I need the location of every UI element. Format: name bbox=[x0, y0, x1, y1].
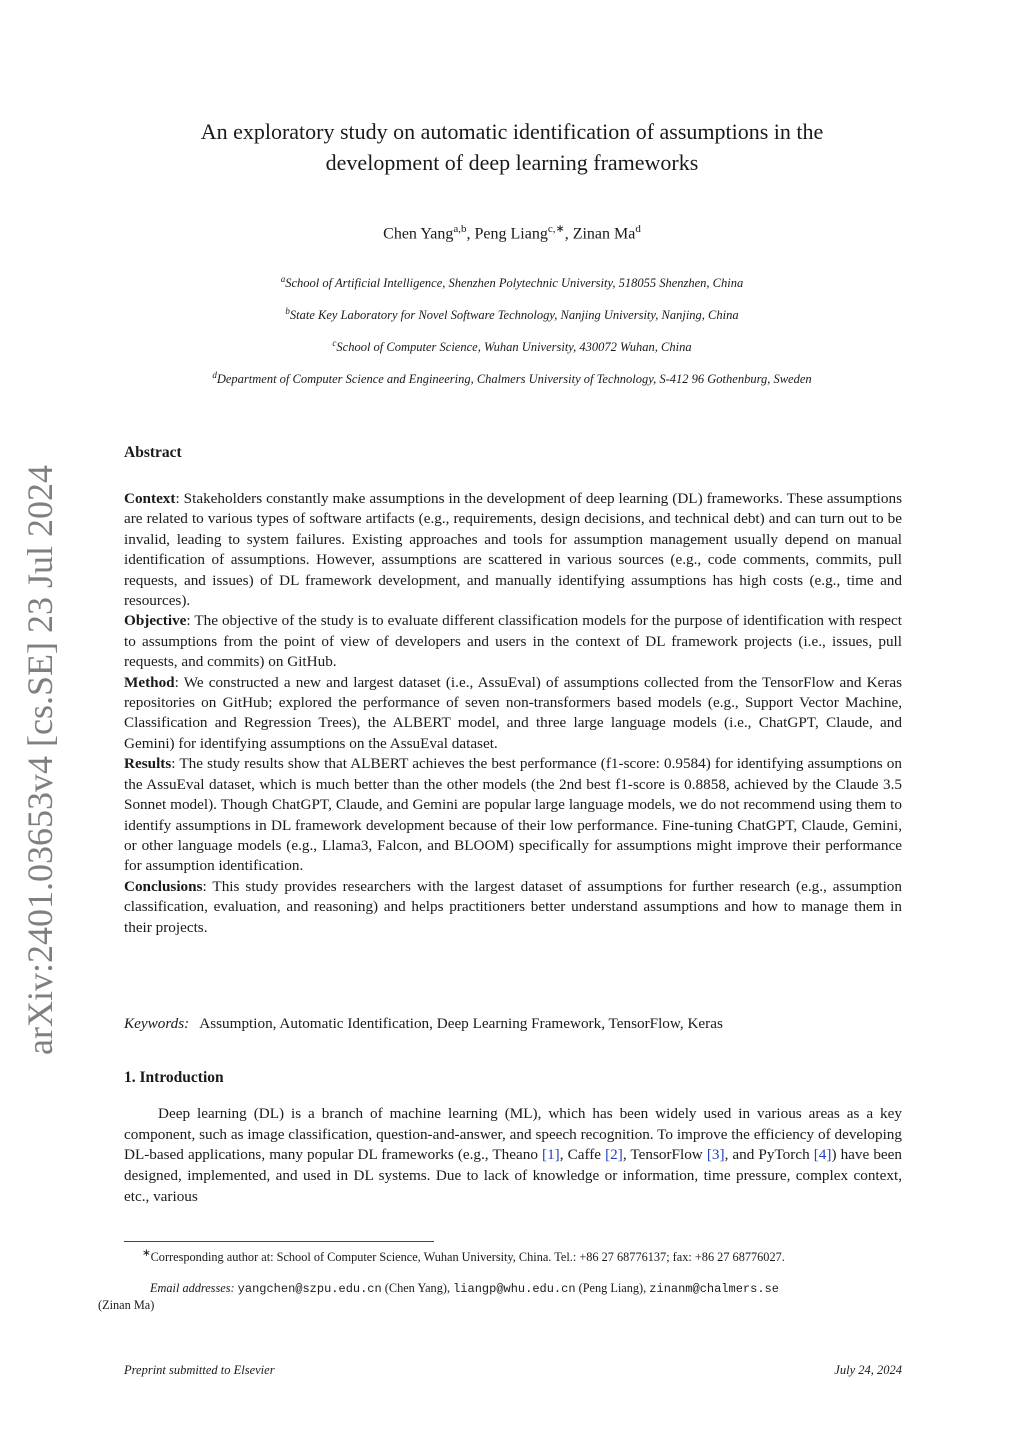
citation-link[interactable]: [3] bbox=[706, 1146, 725, 1164]
abstract-conclusions bbox=[124, 877, 902, 938]
affiliation-text: State Key Laboratory for Novel Software Technology, Nanjing University, Nanjing, China bbox=[289, 308, 739, 323]
affiliation-text: School of Computer Science, Wuhan University, 430072 Wuhan, China bbox=[336, 340, 692, 355]
email-owner: (Peng Liang), bbox=[575, 1281, 650, 1295]
email-owner: (Zinan Ma) bbox=[98, 1298, 155, 1312]
affiliation bbox=[110, 274, 914, 291]
citation-link[interactable]: [2] bbox=[605, 1146, 623, 1164]
abstract-body bbox=[124, 489, 902, 938]
objective-text: : The objective of the study is to evaluate different classification models for the purpose of identification with respect to assumptions from the point of view of developers and users in the context of DL framework projects (i.e., issues, pull requests, and commits) on GitHub. bbox=[124, 612, 902, 671]
keywords-label: Keywords: bbox=[124, 1015, 190, 1032]
affiliation bbox=[110, 338, 914, 355]
footnote-mark: ∗ bbox=[142, 1248, 151, 1259]
author-affiliation-mark: d bbox=[635, 223, 641, 235]
abstract-results bbox=[124, 754, 902, 876]
citation-link[interactable]: [1] bbox=[542, 1146, 560, 1164]
method-text: : We constructed a new and largest dataset (i.e., AssuEval) of assumptions collected from the TensorFlow and Keras repositories on GitHub; explored the performance of seven non-transformers based models (e.g., Support Vector Machine, Classification and Regression Trees), the ALBERT model, and three large language models (i.e., ChatGPT, Claude, and Gemini) for identifying assumptions on the AssuEval dataset. bbox=[124, 673, 902, 752]
keywords-text: Assumption, Automatic Identification, Deep Learning Framework, TensorFlow, Keras bbox=[199, 1015, 723, 1032]
footnote-corresponding bbox=[124, 1246, 902, 1265]
title-line-2: development of deep learning frameworks bbox=[325, 150, 699, 175]
affiliation-mark: c bbox=[332, 338, 337, 348]
affiliation-mark: b bbox=[285, 306, 290, 316]
citation-link[interactable]: [4] bbox=[813, 1146, 832, 1164]
affiliation-mark: a bbox=[280, 274, 286, 284]
title-line-1: An exploratory study on automatic identification of assumptions in the bbox=[200, 119, 824, 144]
results-text: : The study results show that ALBERT achieves the best performance (f1-score: 0.9584) for identifying assumptions on the AssuEval dataset, which is much better than the other models (the 2nd best f1-score is 0.8858, achieved by the Claude 3.5 Sonnet model). Though ChatGPT, Claude, and Gemini are popular large language models, we do not recommend using them to identify assumptions in DL framework development because of their low performance. Fine-tuning ChatGPT, Claude, Gemini, or other language models (e.g., Llama3, Falcon, and BLOOM) specifically for assumptions might improve their performance for assumption identification. bbox=[124, 755, 902, 875]
objective-label: Objective bbox=[124, 612, 187, 630]
footnote-emails bbox=[98, 1280, 902, 1313]
paper-title bbox=[110, 116, 914, 178]
arxiv-sidebar bbox=[18, 465, 62, 1055]
section-heading-introduction: 1. Introduction bbox=[124, 1069, 224, 1086]
email-label: Email addresses: bbox=[150, 1281, 235, 1295]
author-name: Zinan Ma bbox=[572, 225, 636, 243]
affiliation-mark: d bbox=[212, 370, 217, 380]
introduction-paragraph bbox=[124, 1104, 902, 1208]
author-affiliation-mark: c,∗ bbox=[547, 223, 565, 235]
keywords bbox=[124, 1015, 902, 1033]
intro-text: , Caffe bbox=[559, 1146, 606, 1164]
footer-date: July 24, 2024 bbox=[834, 1363, 902, 1377]
intro-text: , TensorFlow bbox=[622, 1146, 707, 1164]
context-text: : Stakeholders constantly make assumptions in the development of deep learning (DL) frameworks. These assumptions are related to various types of software artifacts (e.g., requirements, design decisions, and technical debt) and can turn out to be invalid, leading to system failures. Existing approaches and tools for assumption management usually depend on manual identification of assumptions. However, assumptions are scattered in various sources (e.g., code comments, commits, pull requests, and issues) of DL framework development, and manually identifying assumptions has high costs (e.g., time and resources). bbox=[124, 490, 902, 610]
conclusions-label: Conclusions bbox=[124, 877, 203, 895]
abstract-context bbox=[124, 489, 902, 611]
affiliation bbox=[110, 306, 914, 323]
intro-text: Deep learning (DL) is a branch of machine learning (ML), which has been widely used in various areas as a key component, such as image classification, question-and-answer, and speech recognition. To improve the efficiency of developing DL-based applications, many popular DL frameworks (e.g., Theano bbox=[124, 1105, 902, 1164]
affiliation-text: School of Artificial Intelligence, Shenzhen Polytechnic University, 518055 Shenzhen, China bbox=[285, 276, 744, 291]
abstract-objective bbox=[124, 611, 902, 672]
author-list bbox=[110, 222, 914, 243]
results-label: Results bbox=[124, 755, 172, 773]
email-link[interactable]: yangchen@szpu.edu.cn bbox=[237, 1282, 382, 1296]
author-separator: , bbox=[466, 225, 475, 243]
author-name: Peng Liang bbox=[474, 225, 548, 243]
email-link[interactable]: zinanm@chalmers.se bbox=[649, 1282, 779, 1296]
author-separator: , bbox=[564, 225, 573, 243]
arxiv-identifier: arXiv:2401.03653v4 [cs.SE] 23 Jul 2024 bbox=[20, 465, 60, 1055]
author-affiliation-mark: a,b bbox=[453, 223, 467, 235]
method-label: Method bbox=[124, 673, 175, 691]
abstract-heading: Abstract bbox=[124, 444, 182, 461]
email-link[interactable]: liangp@whu.edu.cn bbox=[453, 1282, 576, 1296]
footnote-rule bbox=[124, 1241, 434, 1242]
footnote-text: Corresponding author at: School of Computer Science, Wuhan University, China. Tel.: +86 27 68776137; fax: +86 27 68776027. bbox=[150, 1250, 785, 1265]
affiliation bbox=[110, 370, 914, 387]
footer-preprint: Preprint submitted to Elsevier bbox=[124, 1363, 275, 1377]
email-owner: (Chen Yang), bbox=[381, 1281, 454, 1295]
author-name: Chen Yang bbox=[383, 225, 454, 243]
abstract-method bbox=[124, 673, 902, 755]
conclusions-text: : This study provides researchers with the largest dataset of assumptions for further research (e.g., assumption classification, evaluation, and reasoning) and helps practitioners better understand assumptions and how to manage them in their projects. bbox=[124, 877, 902, 936]
intro-text: , and PyTorch bbox=[724, 1146, 814, 1164]
context-label: Context bbox=[124, 490, 176, 507]
intro-text: ) have been designed, implemented, and used in DL systems. Due to lack of knowledge or information, time pressure, complex context, etc., various bbox=[124, 1146, 902, 1205]
affiliation-text: Department of Computer Science and Engineering, Chalmers University of Technology, S-412 96 Gothenburg, Sweden bbox=[216, 372, 812, 387]
